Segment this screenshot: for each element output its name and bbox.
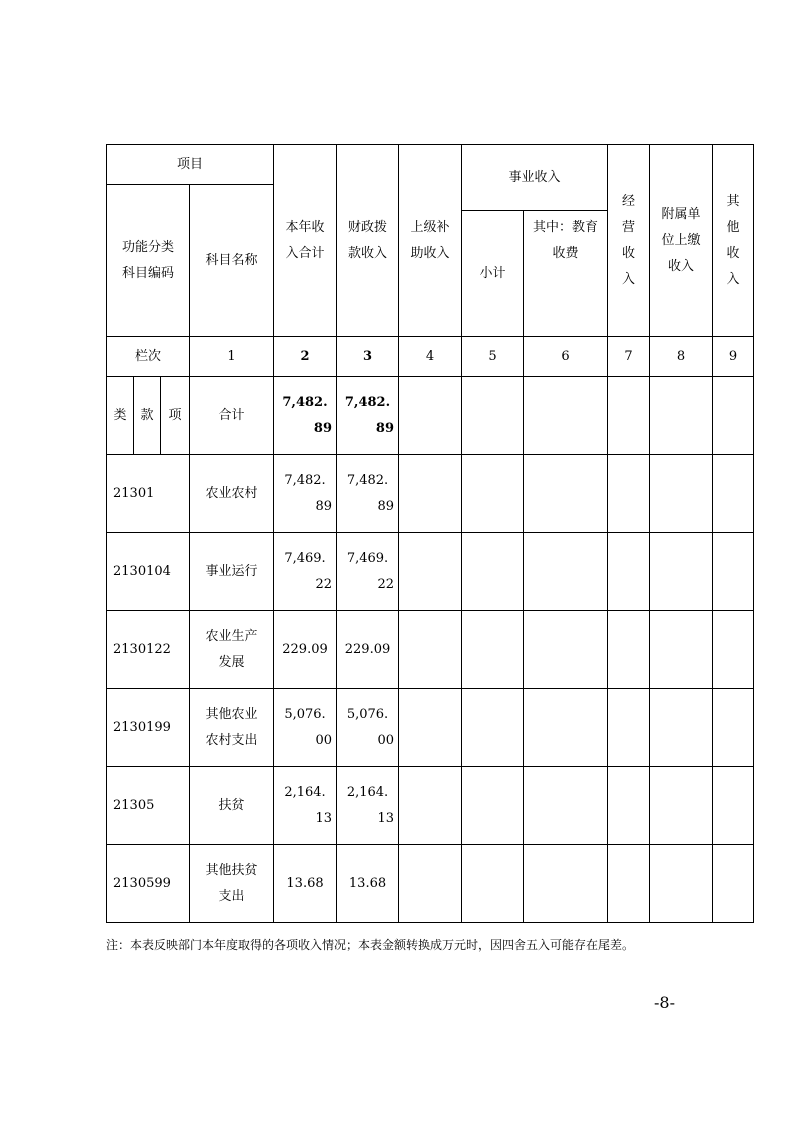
row-code: 2130122 — [107, 611, 190, 689]
empty-cell — [524, 767, 608, 845]
empty-cell — [650, 611, 713, 689]
empty-cell — [608, 845, 650, 923]
header-other: 其 他 收 入 — [713, 145, 754, 337]
row-code: 2130104 — [107, 533, 190, 611]
empty-cell — [399, 533, 462, 611]
header-fiscal: 财政拨 款收入 — [337, 145, 399, 337]
header-subtotal: 小计 — [462, 211, 524, 337]
row-total: 5,076. 00 — [274, 689, 337, 767]
empty-cell — [650, 845, 713, 923]
total-fiscal: 7,482. 89 — [337, 377, 399, 455]
empty-cell — [650, 455, 713, 533]
row-fiscal: 5,076. 00 — [337, 689, 399, 767]
empty-cell — [524, 845, 608, 923]
empty-cell — [462, 377, 524, 455]
empty-cell — [399, 689, 462, 767]
row-code: 21301 — [107, 455, 190, 533]
row-code: 2130599 — [107, 845, 190, 923]
empty-cell — [608, 611, 650, 689]
row-fiscal: 13.68 — [337, 845, 399, 923]
empty-cell — [462, 455, 524, 533]
column-number: 1 — [190, 337, 274, 377]
column-number: 3 — [337, 337, 399, 377]
column-number: 7 — [608, 337, 650, 377]
empty-cell — [608, 533, 650, 611]
row-fiscal: 7,482. 89 — [337, 455, 399, 533]
column-number: 6 — [524, 337, 608, 377]
header-item: 项目 — [107, 145, 274, 185]
column-number: 2 — [274, 337, 337, 377]
empty-cell — [608, 455, 650, 533]
header-superior: 上级补 助收入 — [399, 145, 462, 337]
total-amount: 7,482. 89 — [274, 377, 337, 455]
empty-cell — [650, 377, 713, 455]
row-fiscal: 7,469. 22 — [337, 533, 399, 611]
empty-cell — [524, 533, 608, 611]
header-func-code: 功能分类 科目编码 — [107, 185, 190, 337]
row-fiscal: 2,164. 13 — [337, 767, 399, 845]
empty-cell — [713, 611, 754, 689]
income-table — [106, 144, 754, 923]
empty-cell — [399, 611, 462, 689]
column-number: 5 — [462, 337, 524, 377]
empty-cell — [462, 845, 524, 923]
row-total: 7,469. 22 — [274, 533, 337, 611]
table-row — [107, 611, 754, 689]
header-affiliated: 附属单 位上缴 收入 — [650, 145, 713, 337]
row-total: 13.68 — [274, 845, 337, 923]
xiang-label: 项 — [161, 377, 190, 455]
table-row — [107, 767, 754, 845]
empty-cell — [713, 845, 754, 923]
empty-cell — [713, 377, 754, 455]
empty-cell — [399, 455, 462, 533]
empty-cell — [650, 689, 713, 767]
header-operating: 经 营 收 入 — [608, 145, 650, 337]
empty-cell — [524, 611, 608, 689]
total-name: 合计 — [190, 377, 274, 455]
empty-cell — [713, 767, 754, 845]
row-name: 事业运行 — [190, 533, 274, 611]
row-code: 21305 — [107, 767, 190, 845]
page-number: -8- — [654, 993, 675, 1012]
header-subject-name: 科目名称 — [190, 185, 274, 337]
empty-cell — [524, 377, 608, 455]
row-total: 7,482. 89 — [274, 455, 337, 533]
table-row-total — [107, 377, 754, 455]
row-name: 扶贫 — [190, 767, 274, 845]
empty-cell — [399, 845, 462, 923]
table-note: 注：本表反映部门本年度取得的各项收入情况；本表金额转换成万元时，因四舍五入可能存在尾差。 — [106, 938, 635, 952]
empty-cell — [713, 455, 754, 533]
column-number-label: 栏次 — [107, 337, 190, 377]
empty-cell — [462, 689, 524, 767]
empty-cell — [713, 533, 754, 611]
empty-cell — [713, 689, 754, 767]
table-row — [107, 845, 754, 923]
table-row — [107, 533, 754, 611]
header-business: 事业收入 — [462, 145, 608, 211]
empty-cell — [650, 533, 713, 611]
empty-cell — [462, 611, 524, 689]
row-fiscal: 229.09 — [337, 611, 399, 689]
column-number: 4 — [399, 337, 462, 377]
row-total: 2,164. 13 — [274, 767, 337, 845]
table-row — [107, 455, 754, 533]
empty-cell — [650, 767, 713, 845]
header-total: 本年收 入合计 — [274, 145, 337, 337]
empty-cell — [608, 767, 650, 845]
empty-cell — [399, 377, 462, 455]
empty-cell — [399, 767, 462, 845]
empty-cell — [462, 767, 524, 845]
lei-label: 类 — [107, 377, 134, 455]
row-total: 229.09 — [274, 611, 337, 689]
row-name: 其他农业 农村支出 — [190, 689, 274, 767]
row-name: 其他扶贫 支出 — [190, 845, 274, 923]
empty-cell — [462, 533, 524, 611]
column-number: 9 — [713, 337, 754, 377]
row-code: 2130199 — [107, 689, 190, 767]
empty-cell — [524, 455, 608, 533]
empty-cell — [608, 377, 650, 455]
kuan-label: 款 — [134, 377, 161, 455]
column-number: 8 — [650, 337, 713, 377]
empty-cell — [608, 689, 650, 767]
table-row — [107, 689, 754, 767]
row-name: 农业农村 — [190, 455, 274, 533]
empty-cell — [524, 689, 608, 767]
row-name: 农业生产 发展 — [190, 611, 274, 689]
header-edu-fee: 其中：教育 收费 — [524, 211, 608, 337]
